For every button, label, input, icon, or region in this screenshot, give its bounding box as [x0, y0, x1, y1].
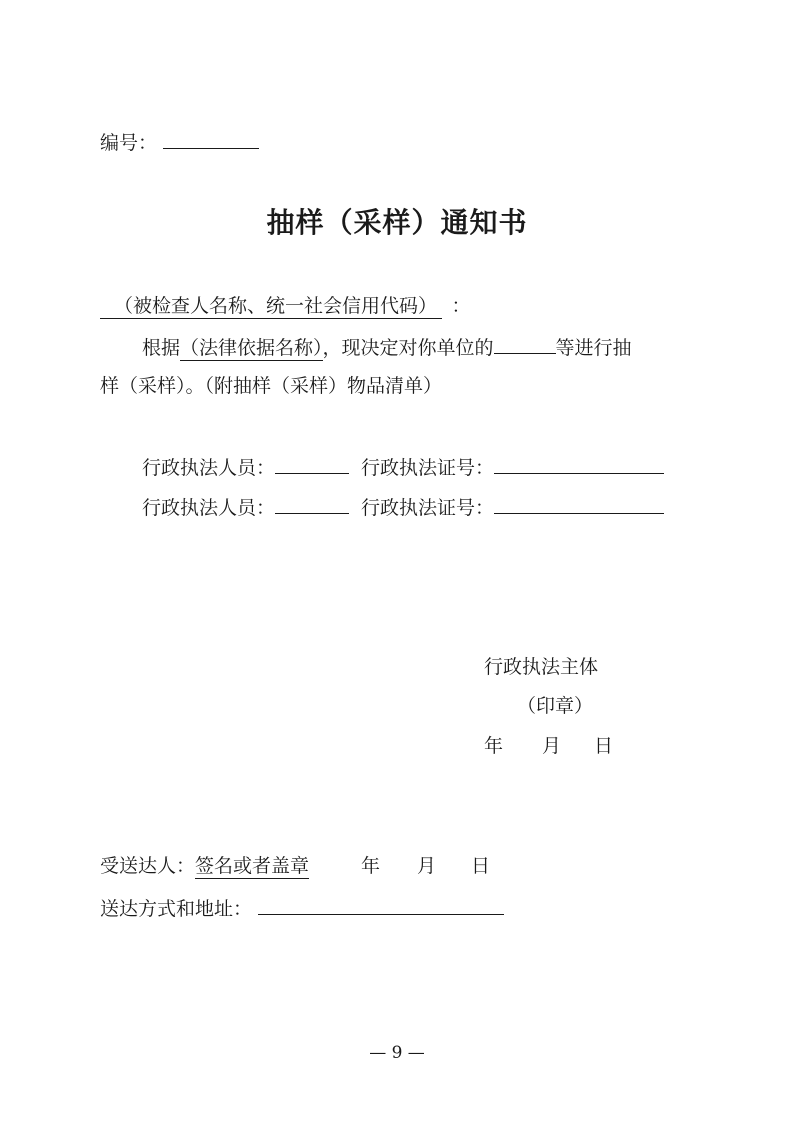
addressee-placeholder[interactable]: （被检查人名称、统一社会信用代码） [100, 295, 442, 319]
issue-date-day: 日 [594, 735, 614, 757]
delivery-line [100, 896, 504, 921]
officer-cert-blank[interactable] [494, 455, 664, 474]
body-suffix: 等进行抽 [555, 337, 632, 359]
serial-number-label: 编号： [100, 132, 158, 154]
officer-name-label: 行政执法人员： [142, 457, 276, 479]
delivery-address-blank[interactable] [258, 896, 504, 915]
recipient-date-day: 日 [471, 855, 491, 877]
addressee-line [100, 294, 471, 318]
notice-body-line-1 [142, 335, 632, 360]
notice-body-line-2: 样（采样）。（附抽样（采样）物品清单） [100, 375, 443, 397]
officer-row [142, 455, 664, 480]
officer-cert-label: 行政执法证号： [361, 497, 495, 519]
recipient-date-year: 年 [361, 855, 381, 877]
recipient-signature-field[interactable]: 签名或者盖章 [195, 855, 310, 877]
delivery-label: 送达方式和地址： [100, 898, 253, 920]
recipient-label: 受送达人： [100, 855, 196, 877]
law-basis-placeholder[interactable]: （法律依据名称） [180, 337, 323, 359]
addressee-colon: ： [451, 295, 471, 317]
issue-date-year: 年 [484, 735, 504, 757]
officer-name-blank[interactable] [275, 455, 349, 474]
body-mid: ，现决定对你单位的 [322, 337, 494, 359]
recipient-date-month: 月 [417, 855, 437, 877]
document-title: 抽样（采样）通知书 [266, 206, 528, 239]
serial-number-blank[interactable] [163, 130, 259, 149]
serial-number-line [100, 130, 259, 155]
officer-cert-label: 行政执法证号： [361, 457, 495, 479]
officer-name-label: 行政执法人员： [142, 497, 276, 519]
officer-row [142, 495, 664, 520]
page-number: — 9 — [369, 1043, 425, 1063]
officer-name-blank[interactable] [275, 495, 349, 514]
officer-cert-blank[interactable] [494, 495, 664, 514]
issue-date-month: 月 [542, 735, 562, 757]
recipient-line [100, 854, 490, 878]
seal-placeholder: （印章） [517, 695, 594, 717]
issue-date [484, 734, 613, 758]
body-prefix: 根据 [142, 337, 181, 359]
issuing-authority: 行政执法主体 [484, 656, 599, 678]
items-blank[interactable] [494, 335, 556, 354]
